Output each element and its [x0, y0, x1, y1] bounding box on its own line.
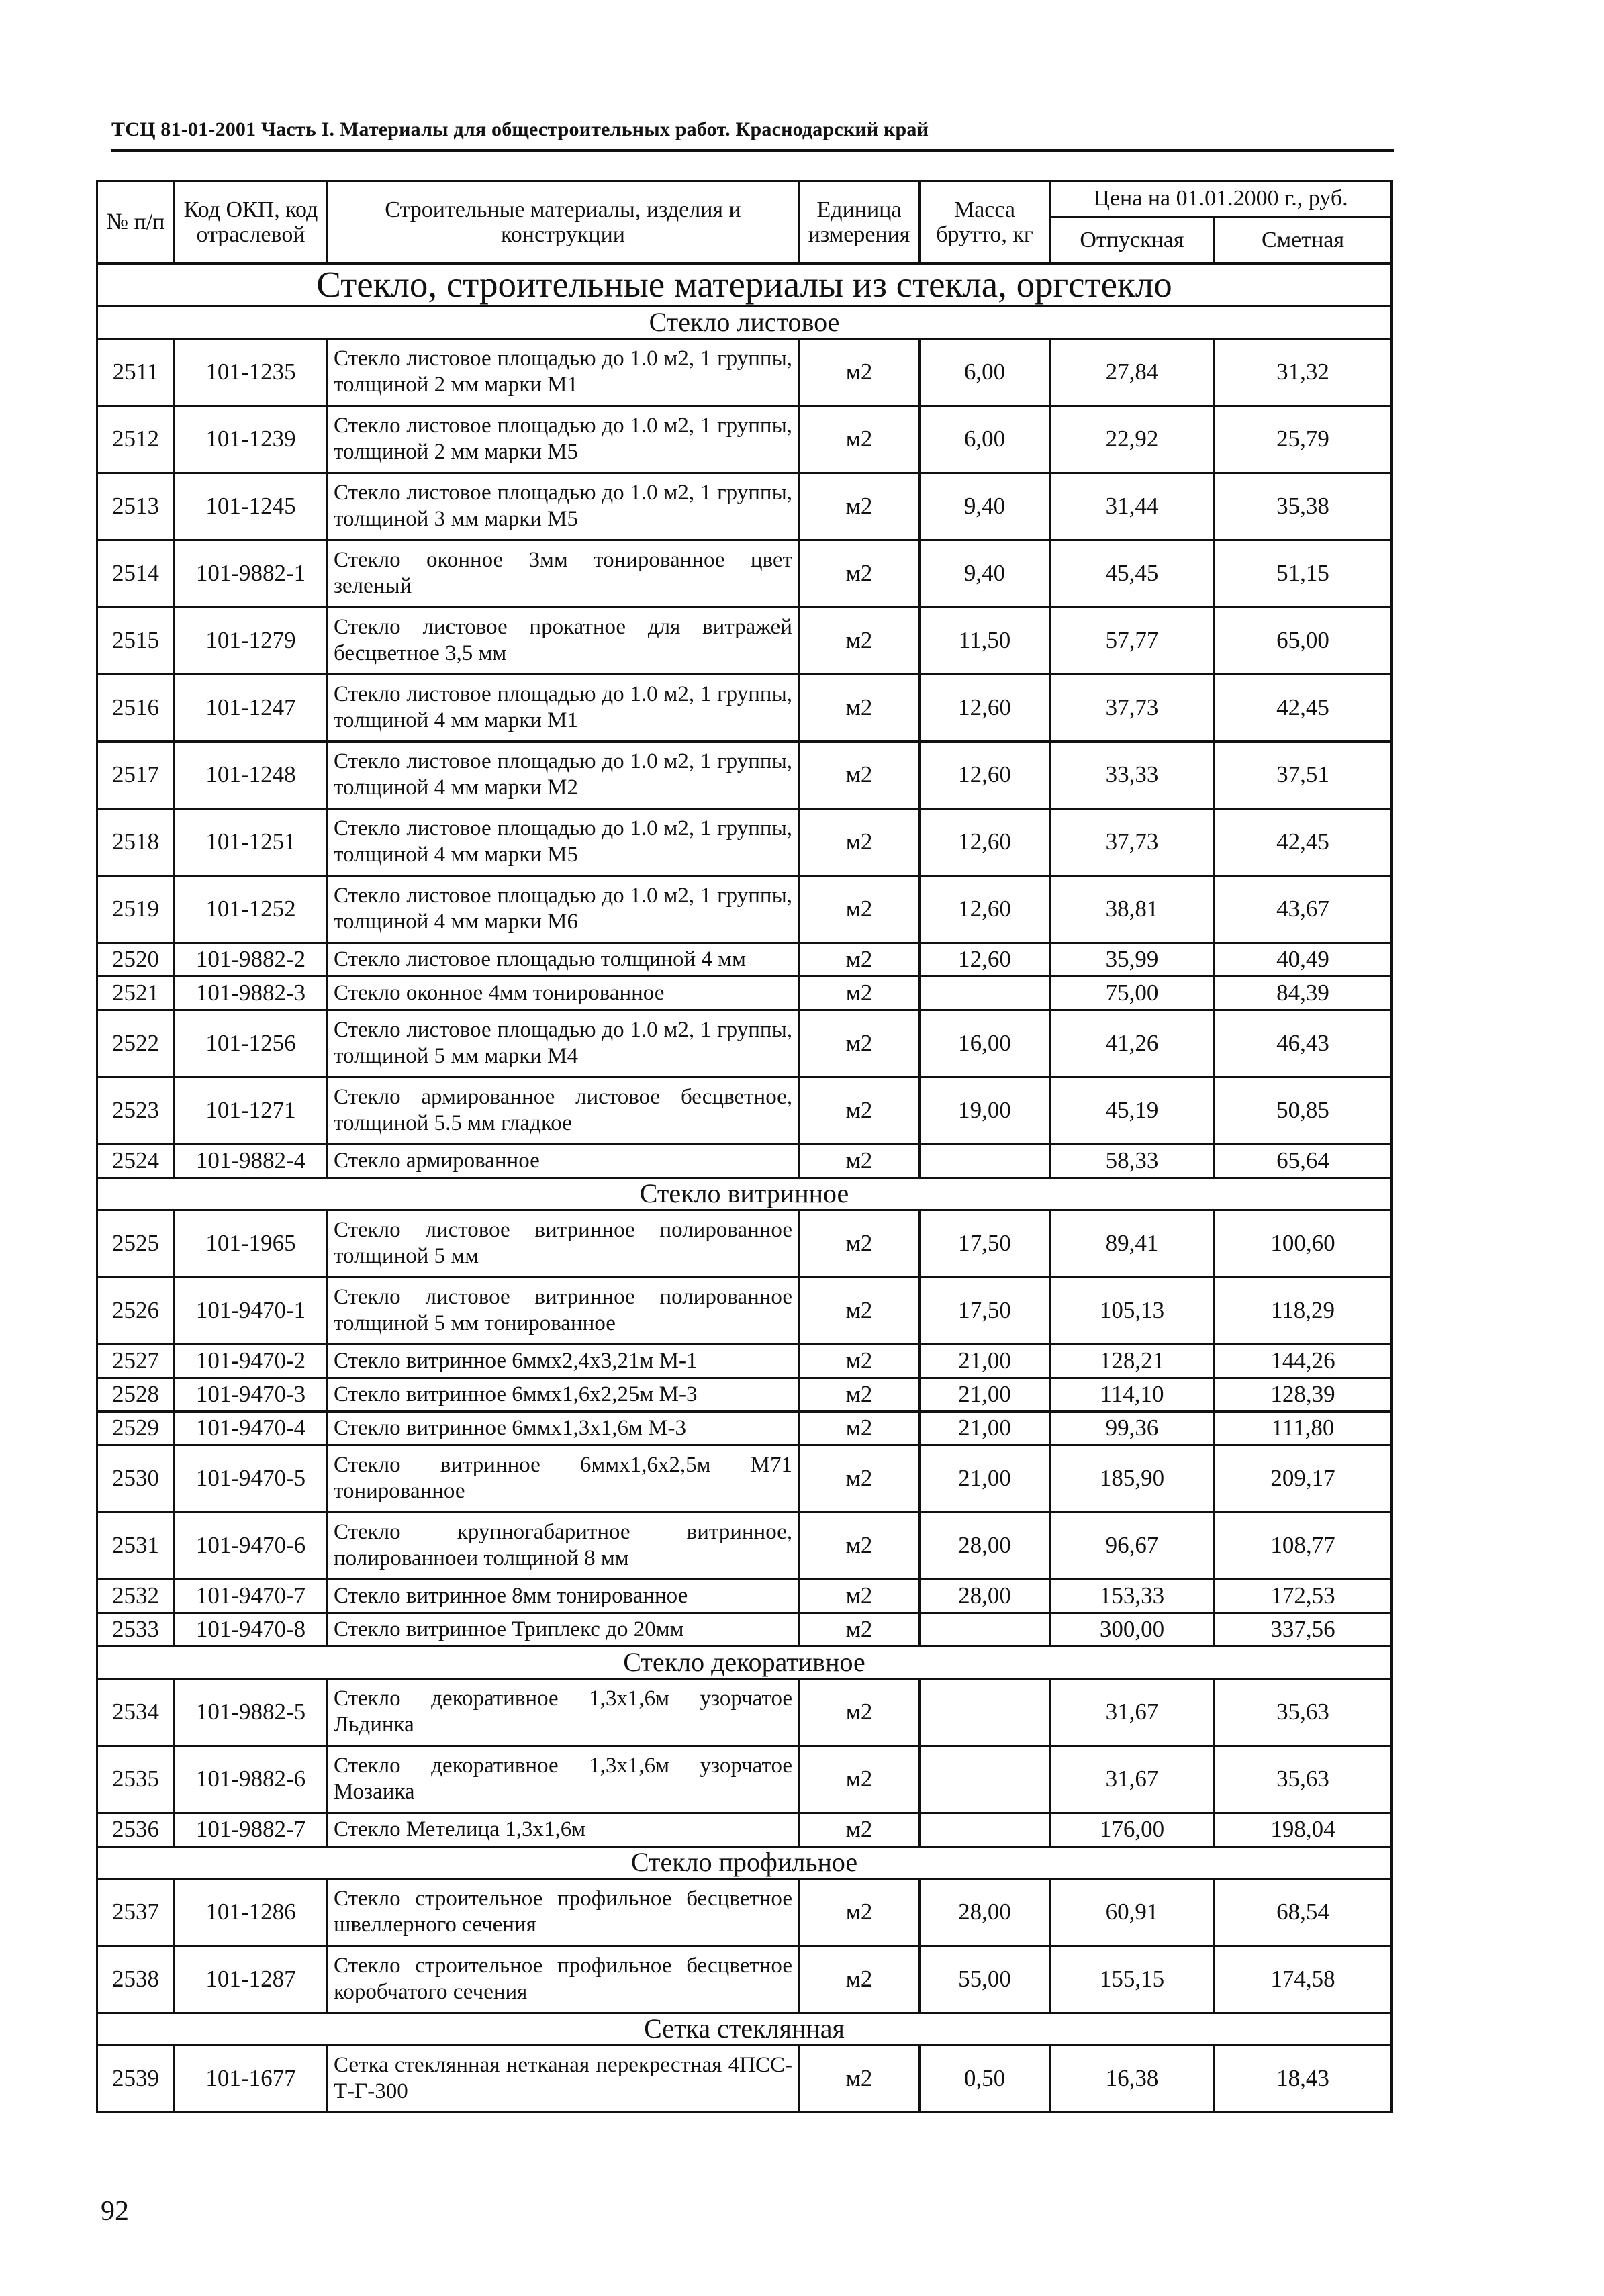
- cell-mass: 17,50: [920, 1277, 1050, 1344]
- cell-code: 101-1965: [175, 1210, 328, 1277]
- table-row: [97, 1579, 1392, 1613]
- cell-mass: [920, 1613, 1050, 1646]
- cell-name: Стекло листовое площадью до 1.0 м2, 1 группы, толщиной 3 мм марки М5: [328, 473, 799, 540]
- cell-mass: 11,50: [920, 607, 1050, 674]
- cell-name: Стекло листовое витринное полированное толщиной 5 мм тонированное: [328, 1277, 799, 1344]
- cell-name: Стекло витринное 6ммх1,6х2,25м М-3: [328, 1378, 799, 1411]
- cell-code: 101-1251: [175, 808, 328, 875]
- table-row: [97, 1144, 1392, 1178]
- subsection-title: Стекло декоративное: [97, 1646, 1392, 1678]
- cell-name: Стекло листовое площадью до 1.0 м2, 1 группы, толщиной 4 мм марки М6: [328, 875, 799, 943]
- cell-unit: м2: [799, 2045, 920, 2112]
- cell-mass: 12,60: [920, 808, 1050, 875]
- cell-name: Стекло витринное 6ммх1,6х2,5м М71 тонированное: [328, 1445, 799, 1512]
- cell-unit: м2: [799, 1512, 920, 1579]
- cell-unit: м2: [799, 405, 920, 473]
- cell-name: Стекло витринное 6ммх2,4х3,21м М-1: [328, 1344, 799, 1378]
- cell-price-release: 75,00: [1050, 976, 1215, 1010]
- cell-price-release: 96,67: [1050, 1512, 1215, 1579]
- cell-name: Стекло листовое площадью до 1.0 м2, 1 группы, толщиной 2 мм марки М5: [328, 405, 799, 473]
- cell-unit: м2: [799, 1878, 920, 1946]
- cell-mass: 28,00: [920, 1512, 1050, 1579]
- cell-mass: 12,60: [920, 674, 1050, 741]
- cell-mass: [920, 1745, 1050, 1813]
- cell-unit: м2: [799, 741, 920, 808]
- subsection-row: [97, 1646, 1392, 1678]
- cell-name: Стекло витринное 8мм тонированное: [328, 1579, 799, 1613]
- table-row: [97, 1344, 1392, 1378]
- cell-code: 101-9882-5: [175, 1678, 328, 1745]
- cell-unit: м2: [799, 338, 920, 405]
- cell-num: 2535: [97, 1745, 175, 1813]
- cell-price-release: 89,41: [1050, 1210, 1215, 1277]
- cell-unit: м2: [799, 1144, 920, 1178]
- col-header-unit: Единица измерения: [799, 181, 920, 264]
- cell-code: 101-1677: [175, 2045, 328, 2112]
- cell-num: 2533: [97, 1613, 175, 1646]
- cell-price-estimate: 25,79: [1215, 405, 1392, 473]
- table-row: [97, 1878, 1392, 1946]
- cell-price-release: 114,10: [1050, 1378, 1215, 1411]
- cell-price-release: 300,00: [1050, 1613, 1215, 1646]
- table-row: [97, 338, 1392, 405]
- table-row: [97, 540, 1392, 607]
- cell-price-estimate: 198,04: [1215, 1813, 1392, 1846]
- cell-num: 2523: [97, 1077, 175, 1144]
- cell-code: 101-9470-1: [175, 1277, 328, 1344]
- cell-code: 101-9470-7: [175, 1579, 328, 1613]
- cell-mass: [920, 1144, 1050, 1178]
- col-header-mass: Масса брутто, кг: [920, 181, 1050, 264]
- cell-code: 101-1271: [175, 1077, 328, 1144]
- cell-mass: 16,00: [920, 1010, 1050, 1077]
- cell-mass: 17,50: [920, 1210, 1050, 1277]
- cell-num: 2529: [97, 1411, 175, 1445]
- cell-mass: [920, 1813, 1050, 1846]
- cell-num: 2519: [97, 875, 175, 943]
- cell-code: 101-9470-8: [175, 1613, 328, 1646]
- table-row: [97, 1745, 1392, 1813]
- subsection-row: [97, 306, 1392, 338]
- cell-num: 2530: [97, 1445, 175, 1512]
- cell-unit: м2: [799, 607, 920, 674]
- cell-price-release: 38,81: [1050, 875, 1215, 943]
- subsection-row: [97, 2013, 1392, 2045]
- cell-num: 2538: [97, 1946, 175, 2013]
- cell-price-release: 27,84: [1050, 338, 1215, 405]
- cell-mass: 19,00: [920, 1077, 1050, 1144]
- cell-num: 2511: [97, 338, 175, 405]
- cell-unit: м2: [799, 1613, 920, 1646]
- cell-unit: м2: [799, 1344, 920, 1378]
- cell-num: 2514: [97, 540, 175, 607]
- cell-price-release: 35,99: [1050, 943, 1215, 976]
- cell-code: 101-9470-2: [175, 1344, 328, 1378]
- cell-mass: 12,60: [920, 943, 1050, 976]
- cell-mass: 12,60: [920, 875, 1050, 943]
- cell-price-estimate: 42,45: [1215, 808, 1392, 875]
- cell-price-release: 60,91: [1050, 1878, 1215, 1946]
- page-header: ТСЦ 81-01-2001 Часть I. Материалы для общестроительных работ. Краснодарский край: [111, 118, 929, 140]
- table-row: [97, 1813, 1392, 1846]
- cell-name: Стекло листовое площадью толщиной 4 мм: [328, 943, 799, 976]
- cell-price-estimate: 31,32: [1215, 338, 1392, 405]
- cell-price-estimate: 65,00: [1215, 607, 1392, 674]
- table-row: [97, 473, 1392, 540]
- cell-price-estimate: 111,80: [1215, 1411, 1392, 1445]
- cell-price-release: 31,44: [1050, 473, 1215, 540]
- cell-price-release: 176,00: [1050, 1813, 1215, 1846]
- cell-price-estimate: 35,38: [1215, 473, 1392, 540]
- cell-price-release: 57,77: [1050, 607, 1215, 674]
- cell-num: 2513: [97, 473, 175, 540]
- cell-code: 101-9470-3: [175, 1378, 328, 1411]
- cell-price-release: 45,19: [1050, 1077, 1215, 1144]
- table-row: [97, 2045, 1392, 2112]
- cell-price-release: 105,13: [1050, 1277, 1215, 1344]
- cell-price-estimate: 209,17: [1215, 1445, 1392, 1512]
- cell-mass: 6,00: [920, 405, 1050, 473]
- cell-price-release: 37,73: [1050, 674, 1215, 741]
- cell-price-release: 22,92: [1050, 405, 1215, 473]
- cell-price-estimate: 40,49: [1215, 943, 1392, 976]
- cell-code: 101-9470-4: [175, 1411, 328, 1445]
- subsection-title: Стекло профильное: [97, 1846, 1392, 1878]
- cell-unit: м2: [799, 1946, 920, 2013]
- cell-price-estimate: 43,67: [1215, 875, 1392, 943]
- cell-price-release: 31,67: [1050, 1745, 1215, 1813]
- table-row: [97, 976, 1392, 1010]
- cell-num: 2515: [97, 607, 175, 674]
- cell-mass: 9,40: [920, 540, 1050, 607]
- cell-price-estimate: 42,45: [1215, 674, 1392, 741]
- cell-name: Стекло листовое витринное полированное толщиной 5 мм: [328, 1210, 799, 1277]
- cell-name: Стекло витринное 6ммх1,3х1,6м М-3: [328, 1411, 799, 1445]
- cell-mass: 28,00: [920, 1579, 1050, 1613]
- col-header-price: Цена на 01.01.2000 г., руб.: [1050, 181, 1392, 217]
- table-row: [97, 1077, 1392, 1144]
- cell-price-release: 99,36: [1050, 1411, 1215, 1445]
- table-row: [97, 1613, 1392, 1646]
- table-row: [97, 1512, 1392, 1579]
- cell-num: 2512: [97, 405, 175, 473]
- cell-price-estimate: 172,53: [1215, 1579, 1392, 1613]
- table-row: [97, 674, 1392, 741]
- cell-price-estimate: 100,60: [1215, 1210, 1392, 1277]
- cell-price-release: 58,33: [1050, 1144, 1215, 1178]
- cell-price-release: 185,90: [1050, 1445, 1215, 1512]
- col-header-price-estimate: Сметная: [1215, 217, 1392, 264]
- cell-code: 101-1247: [175, 674, 328, 741]
- cell-unit: м2: [799, 1277, 920, 1344]
- table-row: [97, 1678, 1392, 1745]
- cell-mass: 6,00: [920, 338, 1050, 405]
- subsection-row: [97, 1178, 1392, 1210]
- cell-unit: м2: [799, 875, 920, 943]
- table-row: [97, 943, 1392, 976]
- cell-num: 2520: [97, 943, 175, 976]
- cell-code: 101-1286: [175, 1878, 328, 1946]
- cell-price-release: 16,38: [1050, 2045, 1215, 2112]
- cell-num: 2522: [97, 1010, 175, 1077]
- cell-price-estimate: 337,56: [1215, 1613, 1392, 1646]
- cell-name: Стекло листовое прокатное для витражей бесцветное 3,5 мм: [328, 607, 799, 674]
- cell-name: Стекло декоративное 1,3х1,6м узорчатое Мозаика: [328, 1745, 799, 1813]
- cell-name: Стекло витринное Триплекс до 20мм: [328, 1613, 799, 1646]
- table-row: [97, 607, 1392, 674]
- cell-name: Сетка стеклянная нетканая перекрестная 4ПСС-Т-Г-300: [328, 2045, 799, 2112]
- cell-price-estimate: 118,29: [1215, 1277, 1392, 1344]
- cell-num: 2539: [97, 2045, 175, 2112]
- cell-price-estimate: 84,39: [1215, 976, 1392, 1010]
- cell-code: 101-1287: [175, 1946, 328, 2013]
- cell-num: 2532: [97, 1579, 175, 1613]
- cell-num: 2525: [97, 1210, 175, 1277]
- cell-name: Стекло листовое площадью до 1.0 м2, 1 группы, толщиной 4 мм марки М1: [328, 674, 799, 741]
- cell-price-estimate: 65,64: [1215, 1144, 1392, 1178]
- cell-price-estimate: 68,54: [1215, 1878, 1392, 1946]
- cell-name: Стекло листовое площадью до 1.0 м2, 1 группы, толщиной 4 мм марки М2: [328, 741, 799, 808]
- cell-unit: м2: [799, 473, 920, 540]
- materials-table: [96, 180, 1393, 2113]
- cell-unit: м2: [799, 1210, 920, 1277]
- cell-name: Стекло Метелица 1,3х1,6м: [328, 1813, 799, 1846]
- cell-price-release: 41,26: [1050, 1010, 1215, 1077]
- cell-unit: м2: [799, 1077, 920, 1144]
- cell-num: 2531: [97, 1512, 175, 1579]
- cell-name: Стекло листовое площадью до 1.0 м2, 1 группы, толщиной 5 мм марки М4: [328, 1010, 799, 1077]
- cell-price-estimate: 37,51: [1215, 741, 1392, 808]
- cell-num: 2516: [97, 674, 175, 741]
- cell-num: 2527: [97, 1344, 175, 1378]
- cell-mass: [920, 976, 1050, 1010]
- cell-mass: 28,00: [920, 1878, 1050, 1946]
- col-header-price-release: Отпускная: [1050, 217, 1215, 264]
- cell-code: 101-9882-1: [175, 540, 328, 607]
- cell-price-release: 45,45: [1050, 540, 1215, 607]
- cell-name: Стекло оконное 4мм тонированное: [328, 976, 799, 1010]
- cell-name: Стекло строительное профильное бесцветное коробчатого сечения: [328, 1946, 799, 2013]
- cell-num: 2518: [97, 808, 175, 875]
- cell-num: 2534: [97, 1678, 175, 1745]
- table-body: [97, 264, 1392, 2113]
- cell-price-estimate: 144,26: [1215, 1344, 1392, 1378]
- cell-mass: [920, 1678, 1050, 1745]
- cell-price-release: 155,15: [1050, 1946, 1215, 2013]
- section-title: Стекло, строительные материалы из стекла, оргстекло: [97, 264, 1392, 307]
- cell-price-estimate: 46,43: [1215, 1010, 1392, 1077]
- cell-unit: м2: [799, 1411, 920, 1445]
- table-row: [97, 1411, 1392, 1445]
- cell-code: 101-9882-3: [175, 976, 328, 1010]
- table-row: [97, 1946, 1392, 2013]
- cell-unit: м2: [799, 1745, 920, 1813]
- cell-code: 101-1235: [175, 338, 328, 405]
- table-row: [97, 808, 1392, 875]
- cell-code: 101-9882-2: [175, 943, 328, 976]
- cell-price-release: 128,21: [1050, 1344, 1215, 1378]
- cell-price-estimate: 35,63: [1215, 1745, 1392, 1813]
- cell-num: 2537: [97, 1878, 175, 1946]
- cell-price-estimate: 128,39: [1215, 1378, 1392, 1411]
- cell-price-release: 33,33: [1050, 741, 1215, 808]
- cell-code: 101-1245: [175, 473, 328, 540]
- cell-price-release: 153,33: [1050, 1579, 1215, 1613]
- cell-unit: м2: [799, 1010, 920, 1077]
- cell-num: 2528: [97, 1378, 175, 1411]
- cell-price-estimate: 50,85: [1215, 1077, 1392, 1144]
- table-header-row: [97, 181, 1392, 217]
- col-header-num: № п/п: [97, 181, 175, 264]
- cell-num: 2517: [97, 741, 175, 808]
- subsection-row: [97, 1846, 1392, 1878]
- subsection-title: Стекло листовое: [97, 306, 1392, 338]
- cell-price-release: 37,73: [1050, 808, 1215, 875]
- cell-unit: м2: [799, 976, 920, 1010]
- cell-mass: 21,00: [920, 1378, 1050, 1411]
- cell-unit: м2: [799, 1445, 920, 1512]
- cell-mass: 9,40: [920, 473, 1050, 540]
- header-rule: [111, 149, 1394, 152]
- cell-mass: 21,00: [920, 1445, 1050, 1512]
- table-row: [97, 1378, 1392, 1411]
- cell-price-estimate: 51,15: [1215, 540, 1392, 607]
- col-header-code: Код ОКП, код отраслевой: [175, 181, 328, 264]
- cell-price-release: 31,67: [1050, 1678, 1215, 1745]
- cell-unit: м2: [799, 540, 920, 607]
- cell-price-estimate: 174,58: [1215, 1946, 1392, 2013]
- table-row: [97, 1010, 1392, 1077]
- cell-num: 2524: [97, 1144, 175, 1178]
- cell-name: Стекло крупногабаритное витринное, полированноеи толщиной 8 мм: [328, 1512, 799, 1579]
- cell-code: 101-9882-4: [175, 1144, 328, 1178]
- cell-unit: м2: [799, 943, 920, 976]
- cell-name: Стекло декоративное 1,3х1,6м узорчатое Льдинка: [328, 1678, 799, 1745]
- cell-unit: м2: [799, 808, 920, 875]
- cell-code: 101-9882-7: [175, 1813, 328, 1846]
- cell-code: 101-1252: [175, 875, 328, 943]
- cell-name: Стекло армированное листовое бесцветное, толщиной 5.5 мм гладкое: [328, 1077, 799, 1144]
- table-row: [97, 1445, 1392, 1512]
- cell-num: 2536: [97, 1813, 175, 1846]
- table-row: [97, 1277, 1392, 1344]
- cell-mass: 21,00: [920, 1411, 1050, 1445]
- cell-mass: 12,60: [920, 741, 1050, 808]
- table-row: [97, 1210, 1392, 1277]
- section-title-row: [97, 264, 1392, 307]
- cell-price-estimate: 108,77: [1215, 1512, 1392, 1579]
- cell-num: 2521: [97, 976, 175, 1010]
- cell-mass: 21,00: [920, 1344, 1050, 1378]
- cell-price-estimate: 18,43: [1215, 2045, 1392, 2112]
- cell-code: 101-1248: [175, 741, 328, 808]
- col-header-name: Строительные материалы, изделия и конструкции: [328, 181, 799, 264]
- cell-unit: м2: [799, 674, 920, 741]
- cell-code: 101-1279: [175, 607, 328, 674]
- subsection-title: Сетка стеклянная: [97, 2013, 1392, 2045]
- cell-code: 101-1256: [175, 1010, 328, 1077]
- cell-name: Стекло оконное 3мм тонированное цвет зеленый: [328, 540, 799, 607]
- cell-unit: м2: [799, 1378, 920, 1411]
- table-row: [97, 405, 1392, 473]
- cell-name: Стекло строительное профильное бесцветное швеллерного сечения: [328, 1878, 799, 1946]
- cell-unit: м2: [799, 1579, 920, 1613]
- cell-unit: м2: [799, 1678, 920, 1745]
- cell-code: 101-9470-5: [175, 1445, 328, 1512]
- cell-name: Стекло листовое площадью до 1.0 м2, 1 группы, толщиной 4 мм марки М5: [328, 808, 799, 875]
- cell-code: 101-1239: [175, 405, 328, 473]
- subsection-title: Стекло витринное: [97, 1178, 1392, 1210]
- page-number: 92: [101, 2196, 129, 2227]
- cell-mass: 0,50: [920, 2045, 1050, 2112]
- cell-name: Стекло листовое площадью до 1.0 м2, 1 группы, толщиной 2 мм марки М1: [328, 338, 799, 405]
- cell-name: Стекло армированное: [328, 1144, 799, 1178]
- cell-code: 101-9470-6: [175, 1512, 328, 1579]
- table-row: [97, 875, 1392, 943]
- cell-code: 101-9882-6: [175, 1745, 328, 1813]
- cell-price-estimate: 35,63: [1215, 1678, 1392, 1745]
- cell-num: 2526: [97, 1277, 175, 1344]
- table-row: [97, 741, 1392, 808]
- cell-unit: м2: [799, 1813, 920, 1846]
- cell-mass: 55,00: [920, 1946, 1050, 2013]
